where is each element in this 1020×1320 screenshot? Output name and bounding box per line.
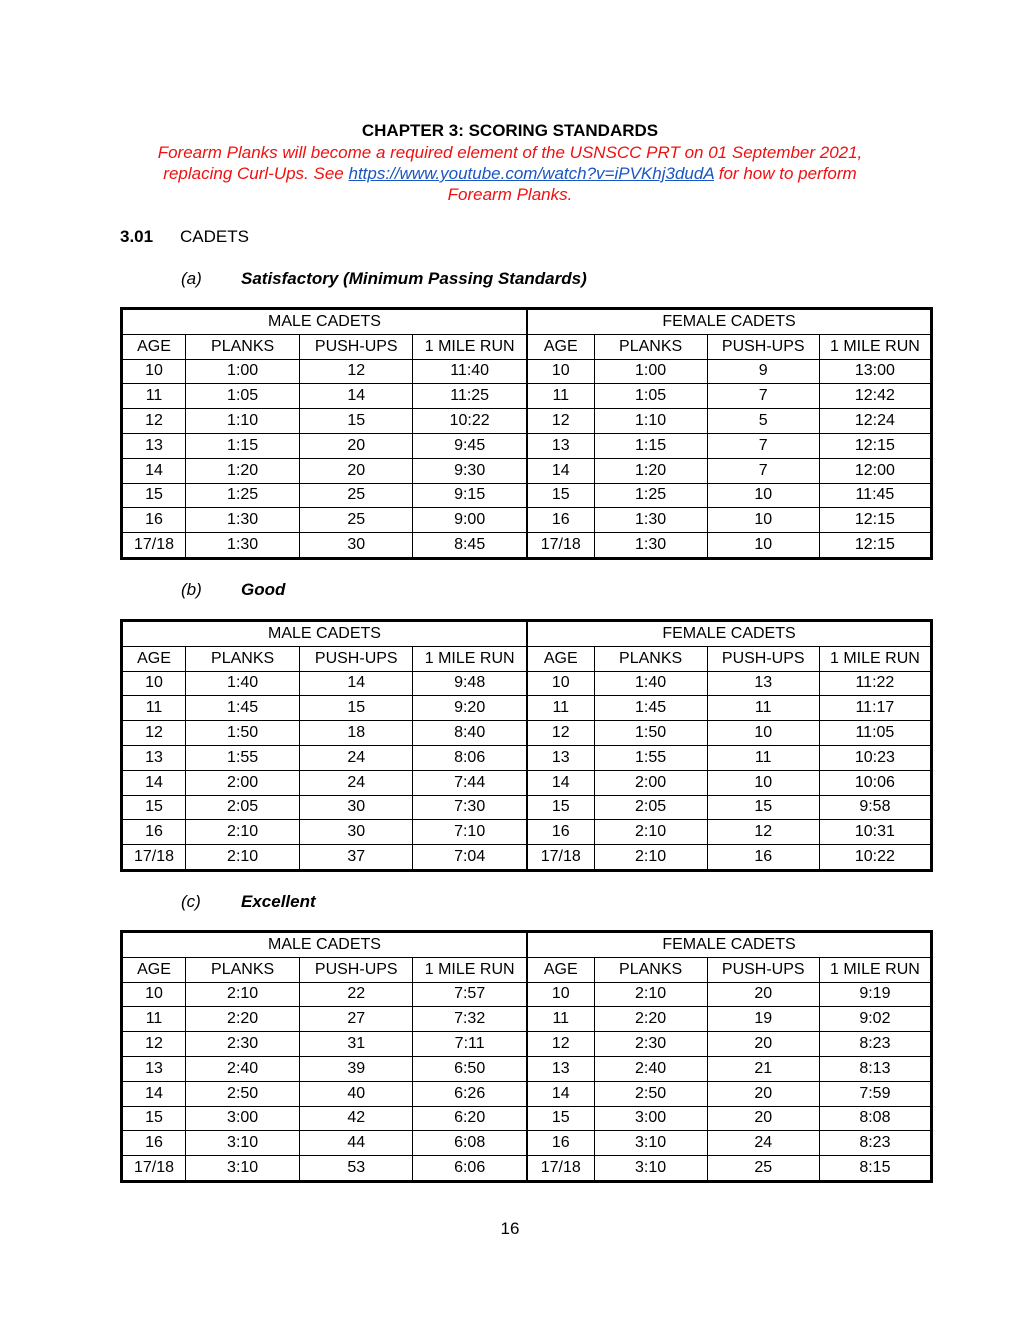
table-cell: 18: [300, 721, 413, 746]
table-row: [122, 483, 932, 508]
table-cell: 14: [122, 458, 186, 483]
table-row: [122, 1007, 932, 1032]
table-cell: 1:55: [594, 745, 707, 770]
table-cell: 9:19: [819, 982, 931, 1007]
table-cell: 7: [707, 458, 819, 483]
table-cell: 6:50: [413, 1056, 527, 1081]
table-cell: 14: [300, 384, 413, 409]
table-row: [122, 1081, 932, 1106]
table-row: [122, 795, 932, 820]
table-cell: 11: [527, 696, 594, 721]
table-row: [122, 721, 932, 746]
column-header: PUSH-UPS: [707, 957, 819, 982]
table-cell: 1:00: [594, 359, 707, 384]
table-cell: 30: [300, 533, 413, 559]
table-cell: 11: [707, 745, 819, 770]
table-cell: 16: [527, 820, 594, 845]
table-cell: 9:20: [413, 696, 527, 721]
table-row: [122, 845, 932, 871]
column-header: PUSH-UPS: [300, 957, 413, 982]
table-cell: 7:30: [413, 795, 527, 820]
table-cell: 15: [300, 409, 413, 434]
table-cell: 5: [707, 409, 819, 434]
table-cell: 1:40: [186, 671, 300, 696]
column-header: 1 MILE RUN: [413, 646, 527, 671]
table-cell: 20: [707, 1106, 819, 1131]
column-header: PLANKS: [594, 957, 707, 982]
table-cell: 13: [707, 671, 819, 696]
table-cell: 12:24: [819, 409, 931, 434]
table-row: [122, 1032, 932, 1057]
table-cell: 1:25: [594, 483, 707, 508]
table-cell: 1:00: [186, 359, 300, 384]
female-cadets-header: FEMALE CADETS: [527, 932, 932, 958]
satisfactory-table: [120, 307, 933, 560]
table-cell: 7:44: [413, 770, 527, 795]
table-cell: 24: [707, 1131, 819, 1156]
table-row: [122, 820, 932, 845]
page-number: 16: [500, 1219, 520, 1238]
table-cell: 10: [527, 982, 594, 1007]
table-row: [122, 1156, 932, 1182]
column-header: 1 MILE RUN: [819, 646, 931, 671]
table-cell: 40: [300, 1081, 413, 1106]
table-cell: 11: [707, 696, 819, 721]
table-cell: 30: [300, 820, 413, 845]
table-cell: 2:20: [186, 1007, 300, 1032]
column-header: 1 MILE RUN: [819, 957, 931, 982]
table-cell: 9:02: [819, 1007, 931, 1032]
table-cell: 17/18: [527, 1156, 594, 1182]
table-cell: 20: [300, 433, 413, 458]
section-number: 3.01: [120, 227, 154, 246]
table-cell: 1:55: [186, 745, 300, 770]
column-header: 1 MILE RUN: [413, 957, 527, 982]
table-cell: 3:00: [186, 1106, 300, 1131]
table-cell: 10:06: [819, 770, 931, 795]
column-header: 1 MILE RUN: [819, 334, 931, 359]
table-cell: 7:57: [413, 982, 527, 1007]
table-cell: 1:20: [594, 458, 707, 483]
section-title: CADETS: [180, 227, 249, 246]
table-row: [122, 770, 932, 795]
table-cell: 9:58: [819, 795, 931, 820]
subsection-title: Excellent: [241, 892, 316, 911]
table-cell: 3:00: [594, 1106, 707, 1131]
column-header: PUSH-UPS: [300, 334, 413, 359]
table-cell: 1:25: [186, 483, 300, 508]
male-cadets-header: MALE CADETS: [122, 309, 527, 335]
table-cell: 15: [122, 483, 186, 508]
column-header: AGE: [122, 334, 186, 359]
table-cell: 39: [300, 1056, 413, 1081]
table-cell: 2:50: [594, 1081, 707, 1106]
table-cell: 12: [122, 1032, 186, 1057]
table-cell: 17/18: [122, 1156, 186, 1182]
table-cell: 10: [707, 483, 819, 508]
table-cell: 2:05: [186, 795, 300, 820]
subsection-heading-b: [181, 580, 285, 600]
table-cell: 17/18: [122, 845, 186, 871]
table-cell: 6:20: [413, 1106, 527, 1131]
table-cell: 8:45: [413, 533, 527, 559]
table-cell: 2:10: [594, 845, 707, 871]
column-header: PLANKS: [594, 334, 707, 359]
table-cell: 11:40: [413, 359, 527, 384]
table-cell: 2:50: [186, 1081, 300, 1106]
group-header-row: [122, 932, 932, 958]
table-cell: 9:45: [413, 433, 527, 458]
table-cell: 17/18: [527, 533, 594, 559]
table-cell: 2:10: [594, 820, 707, 845]
column-header: PUSH-UPS: [300, 646, 413, 671]
notice-line-3: Forearm Planks.: [447, 185, 573, 204]
table-cell: 6:26: [413, 1081, 527, 1106]
excellent-table: [120, 930, 933, 1183]
table-row: [122, 745, 932, 770]
table-row: [122, 696, 932, 721]
table-cell: 2:05: [594, 795, 707, 820]
table-cell: 2:10: [594, 982, 707, 1007]
table-cell: 13:00: [819, 359, 931, 384]
table-cell: 8:40: [413, 721, 527, 746]
table-cell: 14: [300, 671, 413, 696]
table-cell: 2:00: [594, 770, 707, 795]
subsection-title: Good: [241, 580, 286, 599]
table-cell: 2:20: [594, 1007, 707, 1032]
table-cell: 1:20: [186, 458, 300, 483]
table-cell: 1:30: [186, 508, 300, 533]
male-cadets-header: MALE CADETS: [122, 621, 527, 647]
group-header-row: [122, 309, 932, 335]
table-cell: 16: [122, 508, 186, 533]
table-cell: 17/18: [122, 533, 186, 559]
table-cell: 11:17: [819, 696, 931, 721]
table-cell: 10: [707, 721, 819, 746]
table-cell: 16: [122, 1131, 186, 1156]
table-cell: 15: [527, 795, 594, 820]
table-row: [122, 982, 932, 1007]
table-cell: 10:31: [819, 820, 931, 845]
table-cell: 11:05: [819, 721, 931, 746]
table-cell: 7:59: [819, 1081, 931, 1106]
table-cell: 1:45: [594, 696, 707, 721]
table-row: [122, 359, 932, 384]
table-cell: 15: [300, 696, 413, 721]
table-cell: 20: [300, 458, 413, 483]
notice-line-1: Forearm Planks will become a required element of the USNSCC PRT on 01 September 2021,: [157, 143, 863, 162]
table-cell: 1:30: [594, 508, 707, 533]
table-cell: 30: [300, 795, 413, 820]
table-cell: 2:10: [186, 982, 300, 1007]
table-row: [122, 384, 932, 409]
table-cell: 14: [527, 1081, 594, 1106]
table-cell: 1:50: [186, 721, 300, 746]
table-cell: 12: [122, 721, 186, 746]
table-cell: 13: [122, 1056, 186, 1081]
table-cell: 53: [300, 1156, 413, 1182]
table-cell: 15: [707, 795, 819, 820]
table-cell: 42: [300, 1106, 413, 1131]
table-cell: 12:15: [819, 533, 931, 559]
table-row: [122, 458, 932, 483]
table-cell: 1:15: [186, 433, 300, 458]
table-cell: 1:05: [186, 384, 300, 409]
table-cell: 10: [707, 508, 819, 533]
table-cell: 9:48: [413, 671, 527, 696]
column-header: AGE: [527, 334, 594, 359]
table-cell: 3:10: [186, 1131, 300, 1156]
table-cell: 8:15: [819, 1156, 931, 1182]
table-row: [122, 671, 932, 696]
table-cell: 27: [300, 1007, 413, 1032]
table-cell: 1:05: [594, 384, 707, 409]
table-cell: 7:04: [413, 845, 527, 871]
group-header-row: [122, 621, 932, 647]
table-cell: 11: [527, 1007, 594, 1032]
table-row: [122, 409, 932, 434]
table-cell: 37: [300, 845, 413, 871]
table-cell: 12: [122, 409, 186, 434]
table-row: [122, 533, 932, 559]
table-cell: 7: [707, 433, 819, 458]
column-header: 1 MILE RUN: [413, 334, 527, 359]
column-header: PUSH-UPS: [707, 334, 819, 359]
table-cell: 20: [707, 982, 819, 1007]
table-cell: 8:06: [413, 745, 527, 770]
table-cell: 2:10: [186, 820, 300, 845]
table-cell: 12:00: [819, 458, 931, 483]
table-cell: 13: [122, 433, 186, 458]
table-cell: 8:23: [819, 1131, 931, 1156]
table-cell: 14: [527, 458, 594, 483]
table-cell: 1:10: [186, 409, 300, 434]
chapter-title: CHAPTER 3: SCORING STANDARDS: [361, 121, 659, 140]
table-cell: 2:40: [186, 1056, 300, 1081]
table-cell: 1:30: [594, 533, 707, 559]
table-cell: 6:06: [413, 1156, 527, 1182]
table-cell: 1:40: [594, 671, 707, 696]
table-cell: 25: [707, 1156, 819, 1182]
table-cell: 10: [527, 359, 594, 384]
notice-line-2-pre: replacing Curl-Ups. See: [163, 164, 349, 183]
column-header: PLANKS: [594, 646, 707, 671]
table-cell: 14: [527, 770, 594, 795]
table-cell: 15: [527, 483, 594, 508]
table-cell: 10:22: [413, 409, 527, 434]
table-cell: 3:10: [594, 1131, 707, 1156]
table-cell: 15: [122, 1106, 186, 1131]
subsection-letter: (a): [181, 269, 202, 288]
table-cell: 7:32: [413, 1007, 527, 1032]
subsection-letter: (b): [181, 580, 202, 599]
table-cell: 14: [122, 1081, 186, 1106]
table-cell: 2:10: [186, 845, 300, 871]
table-cell: 2:00: [186, 770, 300, 795]
table-cell: 9:00: [413, 508, 527, 533]
table-cell: 1:50: [594, 721, 707, 746]
table-cell: 3:10: [594, 1156, 707, 1182]
subsection-heading-c: [181, 892, 316, 912]
table-cell: 10:22: [819, 845, 931, 871]
column-header: PLANKS: [186, 334, 300, 359]
table-cell: 2:40: [594, 1056, 707, 1081]
table-row: [122, 1131, 932, 1156]
table-cell: 13: [527, 433, 594, 458]
table-cell: 22: [300, 982, 413, 1007]
table-cell: 11: [122, 1007, 186, 1032]
column-header: AGE: [122, 646, 186, 671]
planks-notice: [120, 142, 900, 205]
table-cell: 7:10: [413, 820, 527, 845]
column-header: AGE: [122, 957, 186, 982]
table-cell: 25: [300, 483, 413, 508]
table-cell: 10: [122, 359, 186, 384]
notice-line-2: [120, 163, 900, 184]
table-cell: 2:30: [594, 1032, 707, 1057]
table-cell: 13: [122, 745, 186, 770]
table-cell: 2:30: [186, 1032, 300, 1057]
table-cell: 10:23: [819, 745, 931, 770]
table-cell: 1:30: [186, 533, 300, 559]
table-cell: 12:42: [819, 384, 931, 409]
table-cell: 12:15: [819, 433, 931, 458]
male-cadets-header: MALE CADETS: [122, 932, 527, 958]
table-row: [122, 508, 932, 533]
column-header-row: [122, 646, 932, 671]
column-header-row: [122, 957, 932, 982]
table-cell: 15: [527, 1106, 594, 1131]
table-cell: 21: [707, 1056, 819, 1081]
table-cell: 8:23: [819, 1032, 931, 1057]
section-heading: [120, 227, 249, 247]
column-header: PLANKS: [186, 957, 300, 982]
table-cell: 16: [527, 508, 594, 533]
table-cell: 24: [300, 770, 413, 795]
table-cell: 13: [527, 745, 594, 770]
notice-line-2-post: for how to perform: [714, 164, 857, 183]
good-table: [120, 619, 933, 872]
table-cell: 20: [707, 1081, 819, 1106]
table-cell: 3:10: [186, 1156, 300, 1182]
table-cell: 12: [527, 1032, 594, 1057]
table-cell: 8:08: [819, 1106, 931, 1131]
column-header: PUSH-UPS: [707, 646, 819, 671]
table-cell: 12: [527, 721, 594, 746]
table-cell: 8:13: [819, 1056, 931, 1081]
table-cell: 19: [707, 1007, 819, 1032]
table-cell: 31: [300, 1032, 413, 1057]
subsection-letter: (c): [181, 892, 201, 911]
table-cell: 24: [300, 745, 413, 770]
column-header: AGE: [527, 957, 594, 982]
column-header: PLANKS: [186, 646, 300, 671]
female-cadets-header: FEMALE CADETS: [527, 621, 932, 647]
table-cell: 13: [527, 1056, 594, 1081]
table-cell: 14: [122, 770, 186, 795]
youtube-link[interactable]: https://www.youtube.com/watch?v=iPVKhj3dudA: [348, 164, 715, 183]
table-cell: 12: [300, 359, 413, 384]
table-cell: 9:30: [413, 458, 527, 483]
column-header-row: [122, 334, 932, 359]
table-row: [122, 433, 932, 458]
subsection-title: Satisfactory (Minimum Passing Standards): [241, 269, 587, 288]
table-cell: 7: [707, 384, 819, 409]
table-cell: 10: [122, 982, 186, 1007]
table-cell: 11:45: [819, 483, 931, 508]
table-cell: 1:10: [594, 409, 707, 434]
table-cell: 17/18: [527, 845, 594, 871]
table-cell: 11: [122, 384, 186, 409]
table-cell: 16: [707, 845, 819, 871]
table-cell: 11:22: [819, 671, 931, 696]
table-cell: 9: [707, 359, 819, 384]
table-cell: 11:25: [413, 384, 527, 409]
table-cell: 10: [122, 671, 186, 696]
column-header: AGE: [527, 646, 594, 671]
table-cell: 11: [527, 384, 594, 409]
table-cell: 11: [122, 696, 186, 721]
table-cell: 16: [122, 820, 186, 845]
table-cell: 16: [527, 1131, 594, 1156]
table-cell: 12:15: [819, 508, 931, 533]
table-cell: 7:11: [413, 1032, 527, 1057]
table-cell: 10: [707, 533, 819, 559]
table-cell: 44: [300, 1131, 413, 1156]
female-cadets-header: FEMALE CADETS: [527, 309, 932, 335]
table-cell: 20: [707, 1032, 819, 1057]
table-cell: 1:45: [186, 696, 300, 721]
table-cell: 6:08: [413, 1131, 527, 1156]
table-cell: 15: [122, 795, 186, 820]
table-cell: 9:15: [413, 483, 527, 508]
table-cell: 10: [527, 671, 594, 696]
table-cell: 12: [707, 820, 819, 845]
table-cell: 12: [527, 409, 594, 434]
table-cell: 1:15: [594, 433, 707, 458]
table-row: [122, 1106, 932, 1131]
table-row: [122, 1056, 932, 1081]
subsection-heading-a: [181, 269, 587, 289]
table-cell: 10: [707, 770, 819, 795]
table-cell: 25: [300, 508, 413, 533]
